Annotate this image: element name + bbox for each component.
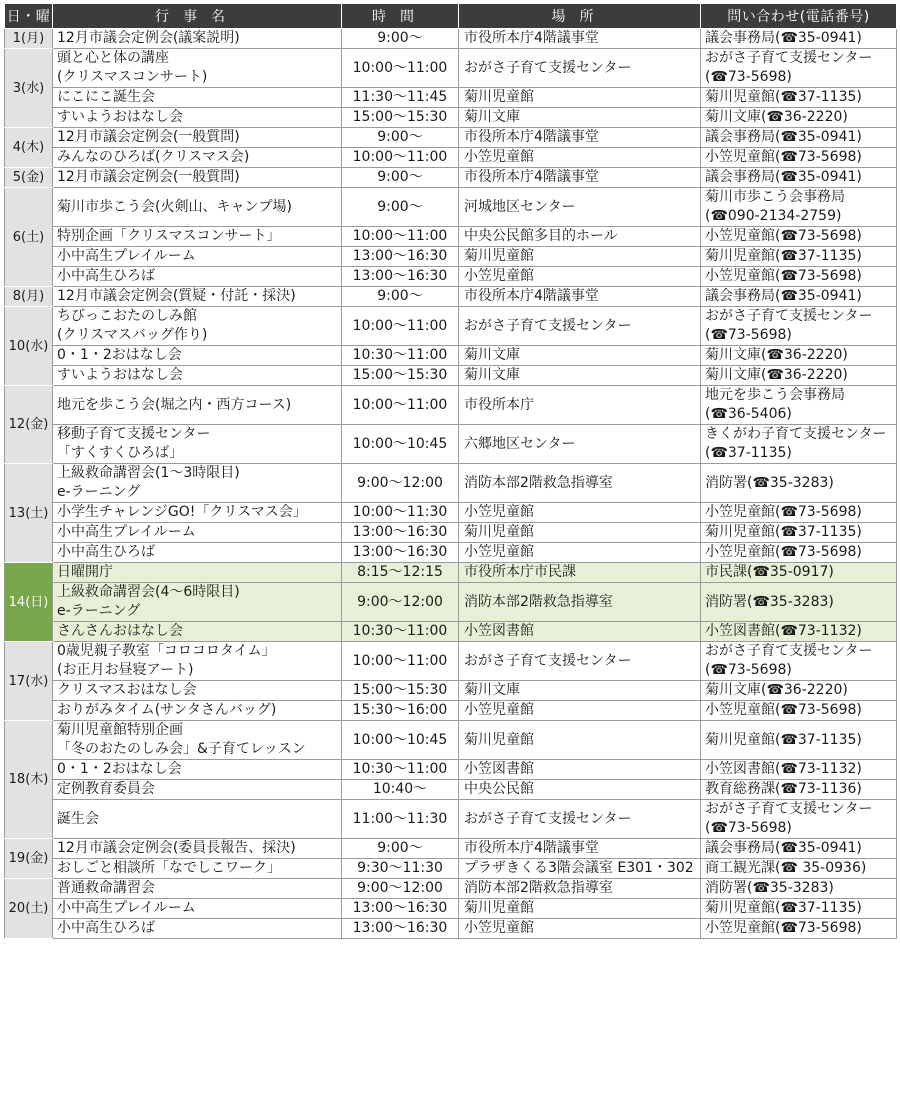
place-cell: プラザきくる3階会議室 E301・302 [459,859,701,879]
contact-cell: 小笠児童館(☎73-5698) [701,503,897,523]
place-cell: 六郷地区センター [459,425,701,464]
event-name-cell: クリスマスおはなし会 [53,681,342,701]
place-cell: 小笠児童館 [459,148,701,168]
table-row [5,642,897,681]
contact-cell: 菊川児童館(☎37-1135) [701,721,897,760]
contact-cell: きくがわ子育て支援センター (☎37-1135) [701,425,897,464]
day-cell: 5(金) [5,168,53,188]
event-name-cell: 特別企画「クリスマスコンサート」 [53,227,342,247]
place-cell: 菊川文庫 [459,108,701,128]
contact-cell: 消防署(☎35-3283) [701,583,897,622]
place-cell: 小笠児童館 [459,503,701,523]
contact-cell: 地元を歩こう会事務局 (☎36-5406) [701,386,897,425]
time-cell: 9:00〜 [342,29,459,49]
contact-cell: 菊川児童館(☎37-1135) [701,523,897,543]
place-cell: 菊川児童館 [459,721,701,760]
contact-cell: 菊川文庫(☎36-2220) [701,681,897,701]
contact-cell: 消防署(☎35-3283) [701,464,897,503]
place-cell: おがさ子育て支援センター [459,307,701,346]
day-cell: 12(金) [5,386,53,464]
place-cell: おがさ子育て支援センター [459,49,701,88]
event-name-cell: にこにこ誕生会 [53,88,342,108]
contact-cell: 小笠児童館(☎73-5698) [701,701,897,721]
event-name-cell: 定例教育委員会 [53,780,342,800]
time-cell: 10:00〜11:00 [342,642,459,681]
day-cell: 18(木) [5,721,53,839]
event-name-cell: 頭と心と体の講座 (クリスマスコンサート) [53,49,342,88]
place-cell: 河城地区センター [459,188,701,227]
contact-cell: 小笠児童館(☎73-5698) [701,148,897,168]
day-cell: 4(木) [5,128,53,168]
contact-cell: おがさ子育て支援センター (☎73-5698) [701,49,897,88]
contact-cell: おがさ子育て支援センター (☎73-5698) [701,307,897,346]
place-cell: 市役所本庁4階議事堂 [459,29,701,49]
place-cell: 市役所本庁 [459,386,701,425]
event-name-cell: おりがみタイム(サンタさんバッグ) [53,701,342,721]
contact-cell: 菊川児童館(☎37-1135) [701,88,897,108]
time-cell: 15:00〜15:30 [342,366,459,386]
table-row [5,760,897,780]
place-cell: 小笠図書館 [459,622,701,642]
contact-cell: 菊川市歩こう会事務局 (☎090-2134-2759) [701,188,897,227]
place-cell: 消防本部2階救急指導室 [459,464,701,503]
place-cell: 市役所本庁4階議事堂 [459,287,701,307]
day-cell: 8(月) [5,287,53,307]
time-cell: 10:30〜11:00 [342,760,459,780]
header-time: 時間 [342,4,459,29]
place-cell: 市役所本庁4階議事堂 [459,168,701,188]
event-name-cell: 12月市議会定例会(議案説明) [53,29,342,49]
time-cell: 9:00〜 [342,188,459,227]
event-name-cell: 小中高生プレイルーム [53,523,342,543]
place-cell: 消防本部2階救急指導室 [459,583,701,622]
event-name-cell: 移動子育て支援センター 「すくすくひろば」 [53,425,342,464]
day-cell: 6(土) [5,188,53,287]
contact-cell: おがさ子育て支援センター (☎73-5698) [701,642,897,681]
table-row [5,386,897,425]
table-row [5,859,897,879]
table-row [5,464,897,503]
place-cell: 市役所本庁4階議事堂 [459,839,701,859]
time-cell: 10:00〜11:30 [342,503,459,523]
contact-cell: 議会事務局(☎35-0941) [701,29,897,49]
time-cell: 13:00〜16:30 [342,543,459,563]
place-cell: 菊川文庫 [459,366,701,386]
time-cell: 13:00〜16:30 [342,523,459,543]
table-row [5,247,897,267]
time-cell: 9:00〜 [342,168,459,188]
event-name-cell: 12月市議会定例会(一般質問) [53,128,342,148]
time-cell: 13:00〜16:30 [342,899,459,919]
table-row [5,108,897,128]
table-row [5,899,897,919]
contact-cell: 小笠児童館(☎73-5698) [701,543,897,563]
table-row [5,128,897,148]
table-row [5,188,897,227]
time-cell: 10:00〜11:00 [342,227,459,247]
table-row [5,563,897,583]
table-row [5,523,897,543]
table-row [5,425,897,464]
table-row [5,227,897,247]
time-cell: 9:00〜12:00 [342,583,459,622]
event-name-cell: 0・1・2おはなし会 [53,346,342,366]
day-cell: 1(月) [5,29,53,49]
day-cell: 3(水) [5,49,53,128]
event-name-cell: 小中高生プレイルーム [53,899,342,919]
header-row [5,4,897,29]
day-cell: 20(土) [5,879,53,939]
table-row [5,879,897,899]
time-cell: 15:00〜15:30 [342,681,459,701]
day-cell: 10(水) [5,307,53,386]
event-name-cell: 誕生会 [53,800,342,839]
event-name-cell: 12月市議会定例会(一般質問) [53,168,342,188]
table-row [5,583,897,622]
time-cell: 10:40〜 [342,780,459,800]
event-name-cell: 小学生チャレンジGO!「クリスマス会」 [53,503,342,523]
contact-cell: 消防署(☎35-3283) [701,879,897,899]
event-name-cell: おしごと相談所「なでしこワーク」 [53,859,342,879]
place-cell: 小笠児童館 [459,267,701,287]
contact-cell: 小笠児童館(☎73-5698) [701,919,897,939]
table-row [5,49,897,88]
contact-cell: 議会事務局(☎35-0941) [701,128,897,148]
day-cell: 19(金) [5,839,53,879]
contact-cell: 小笠児童館(☎73-5698) [701,227,897,247]
time-cell: 10:00〜11:00 [342,49,459,88]
event-name-cell: 上級救命講習会(1〜3時限目) e-ラーニング [53,464,342,503]
time-cell: 9:00〜12:00 [342,879,459,899]
contact-cell: 議会事務局(☎35-0941) [701,168,897,188]
table-row [5,307,897,346]
contact-cell: 商工観光課(☎ 35-0936) [701,859,897,879]
table-row [5,88,897,108]
event-name-cell: 地元を歩こう会(堀之内・西方コース) [53,386,342,425]
time-cell: 9:00〜12:00 [342,464,459,503]
place-cell: 小笠児童館 [459,919,701,939]
day-cell: 17(水) [5,642,53,721]
table-row [5,503,897,523]
event-name-cell: 12月市議会定例会(質疑・付託・採決) [53,287,342,307]
table-row [5,622,897,642]
contact-cell: 菊川文庫(☎36-2220) [701,366,897,386]
table-row [5,29,897,49]
place-cell: 小笠図書館 [459,760,701,780]
contact-cell: 議会事務局(☎35-0941) [701,839,897,859]
header-place: 場所 [459,4,701,29]
event-name-cell: 12月市議会定例会(委員長報告、採決) [53,839,342,859]
time-cell: 15:00〜15:30 [342,108,459,128]
time-cell: 10:30〜11:00 [342,346,459,366]
event-name-cell: さんさんおはなし会 [53,622,342,642]
contact-cell: 小笠図書館(☎73-1132) [701,622,897,642]
table-row [5,543,897,563]
time-cell: 11:00〜11:30 [342,800,459,839]
table-row [5,148,897,168]
time-cell: 10:00〜11:00 [342,386,459,425]
header-event-name: 行事名 [53,4,342,29]
place-cell: 菊川文庫 [459,681,701,701]
time-cell: 13:00〜16:30 [342,267,459,287]
header-contact: 問い合わせ(電話番号) [701,4,897,29]
header-day: 日・曜 [5,4,53,29]
place-cell: 菊川児童館 [459,88,701,108]
table-row [5,346,897,366]
place-cell: 小笠児童館 [459,701,701,721]
event-name-cell: すいようおはなし会 [53,366,342,386]
place-cell: 菊川文庫 [459,346,701,366]
event-name-cell: 小中高生プレイルーム [53,247,342,267]
time-cell: 10:00〜10:45 [342,721,459,760]
table-row [5,919,897,939]
place-cell: おがさ子育て支援センター [459,800,701,839]
place-cell: 菊川児童館 [459,899,701,919]
event-name-cell: 日曜開庁 [53,563,342,583]
place-cell: 中央公民館 [459,780,701,800]
contact-cell: 市民課(☎35-0917) [701,563,897,583]
time-cell: 10:00〜11:00 [342,148,459,168]
event-name-cell: 0・1・2おはなし会 [53,760,342,780]
event-schedule-table [4,3,897,939]
event-name-cell: 菊川児童館特別企画 「冬のおたのしみ会」&子育てレッスン [53,721,342,760]
table-row [5,681,897,701]
time-cell: 15:30〜16:00 [342,701,459,721]
table-row [5,267,897,287]
time-cell: 11:30〜11:45 [342,88,459,108]
contact-cell: 菊川文庫(☎36-2220) [701,346,897,366]
event-name-cell: すいようおはなし会 [53,108,342,128]
place-cell: 菊川児童館 [459,523,701,543]
table-row [5,168,897,188]
time-cell: 9:00〜 [342,128,459,148]
time-cell: 9:30〜11:30 [342,859,459,879]
contact-cell: 小笠児童館(☎73-5698) [701,267,897,287]
place-cell: 消防本部2階救急指導室 [459,879,701,899]
table-row [5,721,897,760]
contact-cell: 教育総務課(☎73-1136) [701,780,897,800]
contact-cell: おがさ子育て支援センター (☎73-5698) [701,800,897,839]
contact-cell: 菊川児童館(☎37-1135) [701,247,897,267]
table-header [5,4,897,29]
time-cell: 8:15〜12:15 [342,563,459,583]
contact-cell: 小笠図書館(☎73-1132) [701,760,897,780]
time-cell: 13:00〜16:30 [342,919,459,939]
place-cell: 菊川児童館 [459,247,701,267]
time-cell: 9:00〜 [342,287,459,307]
day-cell: 13(土) [5,464,53,563]
event-name-cell: みんなのひろば(クリスマス会) [53,148,342,168]
event-name-cell: 小中高生ひろば [53,919,342,939]
contact-cell: 議会事務局(☎35-0941) [701,287,897,307]
table-row [5,800,897,839]
event-name-cell: ちびっこおたのしみ館 (クリスマスバッグ作り) [53,307,342,346]
time-cell: 9:00〜 [342,839,459,859]
table-row [5,839,897,859]
event-name-cell: 普通救命講習会 [53,879,342,899]
table-body [5,29,897,939]
event-name-cell: 小中高生ひろば [53,267,342,287]
table-row [5,780,897,800]
contact-cell: 菊川児童館(☎37-1135) [701,899,897,919]
event-name-cell: 上級救命講習会(4〜6時限目) e-ラーニング [53,583,342,622]
time-cell: 10:00〜10:45 [342,425,459,464]
time-cell: 13:00〜16:30 [342,247,459,267]
place-cell: おがさ子育て支援センター [459,642,701,681]
place-cell: 小笠児童館 [459,543,701,563]
table-row [5,366,897,386]
time-cell: 10:00〜11:00 [342,307,459,346]
day-cell: 14(日) [5,563,53,642]
event-name-cell: 0歳児親子教室「コロコロタイム」 (お正月お昼寝アート) [53,642,342,681]
table-row [5,701,897,721]
contact-cell: 菊川文庫(☎36-2220) [701,108,897,128]
table-row [5,287,897,307]
place-cell: 市役所本庁4階議事堂 [459,128,701,148]
place-cell: 市役所本庁市民課 [459,563,701,583]
event-name-cell: 菊川市歩こう会(火剣山、キャンプ場) [53,188,342,227]
time-cell: 10:30〜11:00 [342,622,459,642]
place-cell: 中央公民館多目的ホール [459,227,701,247]
event-name-cell: 小中高生ひろば [53,543,342,563]
